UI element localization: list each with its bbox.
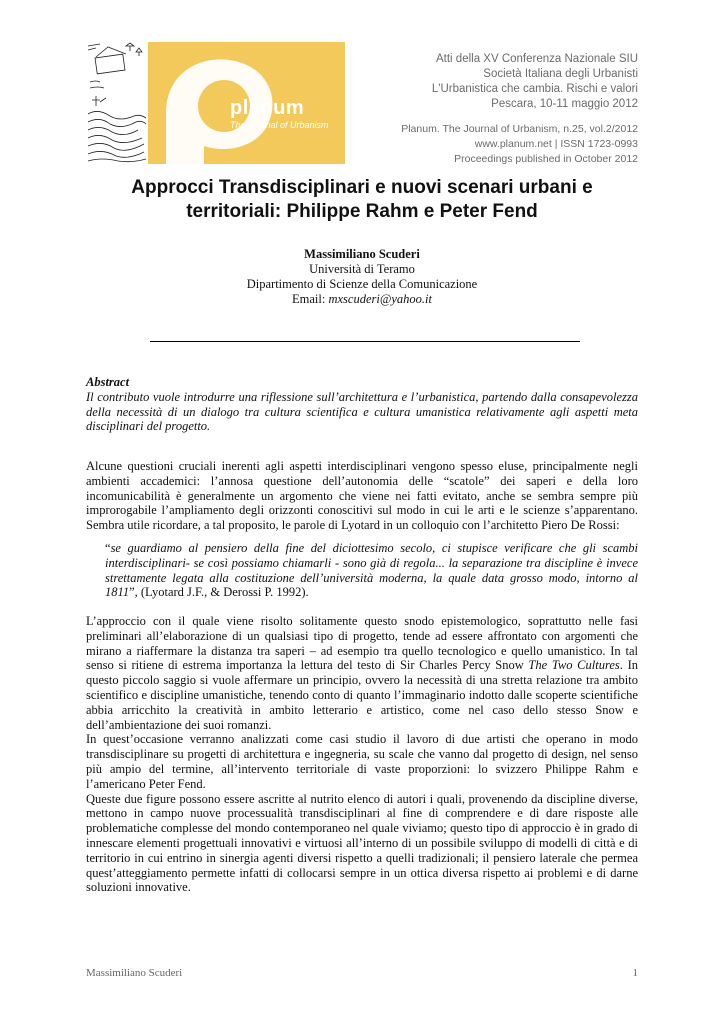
author-email[interactable]: mxscuderi@yahoo.it — [328, 292, 432, 306]
block-quote — [105, 541, 638, 600]
paragraph-text: In quest’occasione verranno analizzati come casi studio il lavoro di due artisti che operano in modo transdisciplinare su progetti di architettura e ingegneria, su scale che vanno dal progetto di design, nel senso più ampio del termine, all’intervento territoriale di vaste proporzioni: lo svizzero Philippe Rahm e l’americano Peter Fend. — [86, 732, 638, 791]
author-email-line — [150, 292, 574, 307]
paragraph-text: L’approccio con il quale viene risolto solitamente questo snodo epistemologico, soprattutto nelle fasi preliminari all’elaborazione di un qualsiasi tipo di progetto, tende ad essere affrontato con argomenti che mirano a riaffermare la distanza tra saperi – ad esempio tra quello tecnologico e quello umanistico. In tal senso si ritiene di estrema importanza la lettura del testo di Sir Charles Percy Snow — [86, 614, 638, 673]
author-block — [150, 247, 574, 307]
paragraph-text: . In questo piccolo saggio si vuole affermare un principio, ovvero la necessità di una stretta relazione tra ambito scientifico e discipline umanistiche, tenendo conto di quanto l’immaginario indotto dalle scoperte scientifiche abbia arricchito la creatività in ambito letterario e artistico, come nel caso dello stesso Snow e dell’ambientazione dei suoi romanzi. — [86, 658, 638, 732]
separator-rule — [150, 341, 580, 342]
paragraph: Alcune questioni cruciali inerenti agli aspetti interdisciplinari vengono spesso eluse, principalmente negli ambienti accademici: l’annosa questione dell’autonomia delle “scatole” dei saperi e della loro incomunicabilità è generalmente un argomento che viene nei fatti evitato, anche se sembra sempre più improrogabile l’ampliamento degli orizzonti conoscitivi sul modo in cui le arti e le scienze s’apparentano. Sembra utile ricordare, a tal proposito, le parole di Lyotard in un colloquio con l’architetto Piero De Rossi: — [86, 459, 638, 533]
journal-line: Proceedings published in October 2012 — [454, 153, 638, 165]
author-affiliation: Università di Teramo — [309, 262, 415, 276]
logo-brand: planum — [230, 97, 305, 119]
conference-line: Pescara, 10-11 maggio 2012 — [491, 98, 638, 110]
abstract — [86, 375, 638, 434]
planum-logo — [148, 42, 345, 164]
sketch-illustration — [86, 42, 148, 164]
conference-line: Società Italiana degli Urbanisti — [483, 68, 638, 80]
author-department: Dipartimento di Scienze della Comunicazione — [246, 277, 478, 291]
book-title: The Two Cultures — [528, 658, 620, 673]
abstract-label: Abstract — [86, 375, 130, 389]
logo-subtitle: The Journal of Urbanism — [230, 120, 329, 130]
paper-title: Approcci Transdisciplinari e nuovi scenari urbani e territoriali: Philippe Rahm e Peter Fend — [131, 177, 593, 222]
paragraph-section — [86, 614, 638, 732]
paragraph-text: Queste due figure possono essere ascritte al nutrito elenco di autori i quali, provenendo da discipline diverse, mettono in campo nuove processualità transdisciplinari al fine di comprendere e di dare risposte alle problematiche complesse del mondo contemporaneo nel quale viviamo; questo tipo di approccio è in grado di innescare elementi progettuali innovativi e virtuosi all’interno di un possibile sviluppo di modelli di città e di territorio in cui entrino in sinergia agenti diversi rispetto a quelli tradizionali; il pensiero laterale che permea quest’atteggiamento permette infatti di collocarsi sempre in un ottica diversa rispetto ai problemi e di darne soluzioni innovative. — [86, 791, 638, 895]
journal-line: Planum. The Journal of Urbanism, n.25, vol.2/2012 — [401, 123, 638, 135]
journal-line: www.planum.net | ISSN 1723-0993 — [474, 138, 638, 150]
quote-open: “ — [105, 541, 111, 555]
abstract-text: Il contributo vuole introdurre una riflessione sull’architettura e l’urbanistica, partendo dalla consapevolezza della necessità di un dialogo tra cultura scientifica e cultura umanistica relativamente agli aspetti meta disciplinari del progetto. — [86, 389, 638, 434]
quote-citation: ”, (Lyotard J.F., & Derossi P. 1992). — [129, 585, 309, 600]
conference-line: L'Urbanistica che cambia. Rischi e valori — [431, 83, 638, 95]
quote-text: se guardiamo al pensiero della fine del diciottesimo secolo, ci stupisce verificare che gli scambi interdisciplinari- se così possiamo chiamarli - sono già di regola... la separazione tra discipline è invece strettamente legata alla costituzione dell’università moderna, la quale data grosso modo, intorno al 1811 — [105, 541, 638, 600]
author-name: Massimiliano Scuderi — [304, 247, 420, 261]
footer-author: Massimiliano Scuderi — [86, 967, 183, 979]
paragraph — [86, 614, 638, 895]
header-info — [338, 52, 638, 167]
conference-line: Atti della XV Conferenza Nazionale SIU — [436, 53, 638, 65]
email-label: Email: — [292, 292, 329, 306]
page-number: 1 — [632, 967, 638, 979]
